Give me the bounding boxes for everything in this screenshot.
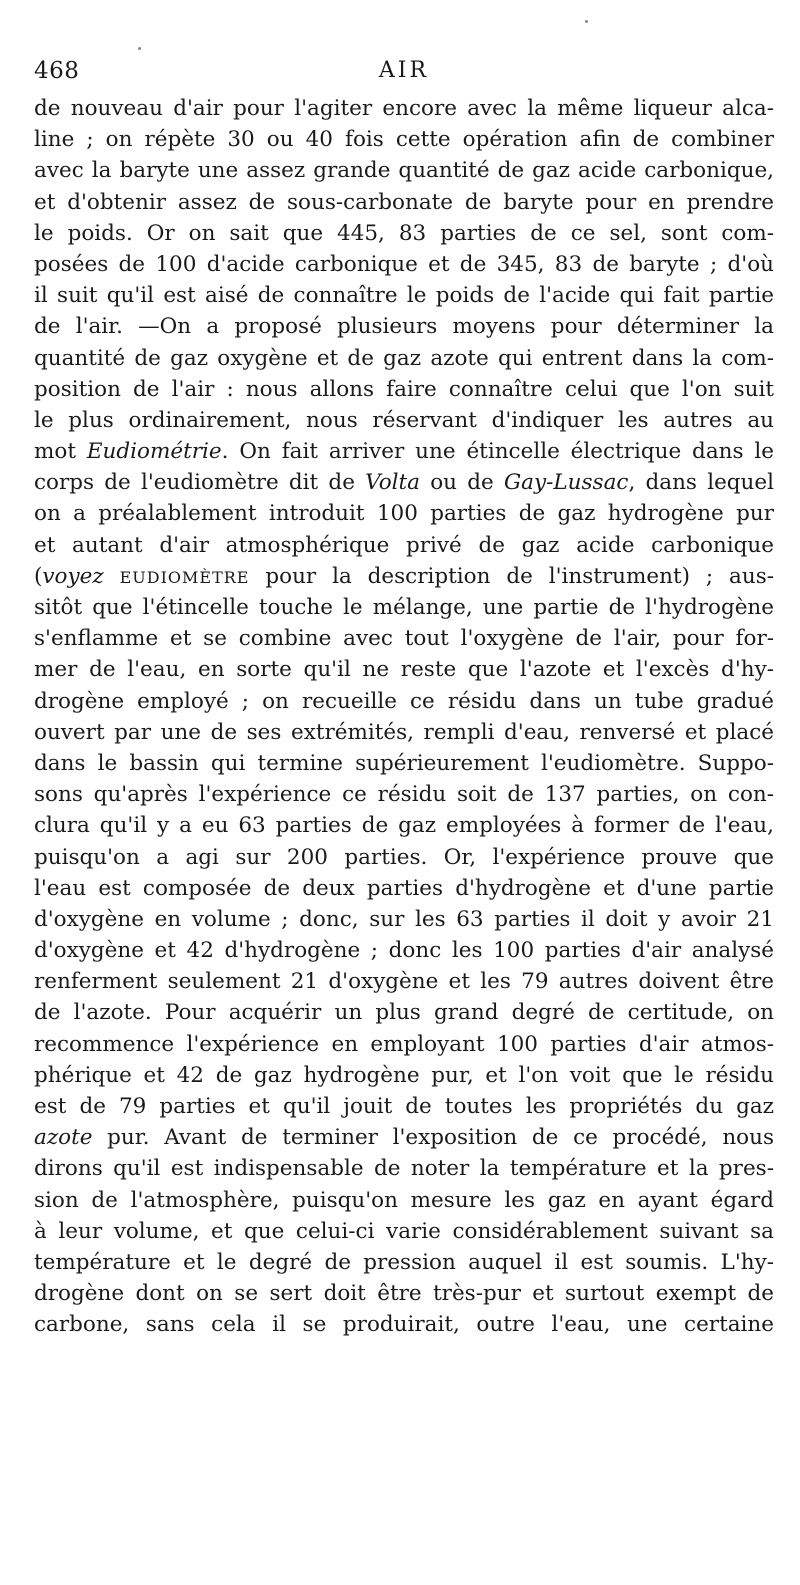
text-line: avec la baryte une assez grande quantité de gaz acide carbonique,: [34, 158, 774, 184]
text-line: et autant d'air atmosphérique privé de gaz acide carbonique: [34, 532, 774, 558]
text-line: posées de 100 d'acide carbonique et de 345, 83 de baryte ; d'où: [34, 251, 774, 277]
text-line: dirons qu'il est indispensable de noter la température et la pres-: [34, 1156, 774, 1182]
text-line: sitôt que l'étincelle touche le mélange, une partie de l'hydrogène: [34, 595, 774, 620]
text-line: il suit qu'il est aisé de connaître le poids de l'acide qui fait partie: [34, 283, 774, 309]
text-line: ouvert par une de ses extrémités, rempli d'eau, renversé et placé: [34, 719, 774, 745]
text-line: sons qu'après l'expérience ce résidu soit de 137 parties, on con-: [34, 782, 774, 808]
running-title: AIR: [378, 58, 430, 83]
text-line: puisqu'on a agi sur 200 parties. Or, l'expérience prouve que: [34, 844, 774, 870]
text-line: clura qu'il y a eu 63 parties de gaz employées à former de l'eau,: [34, 813, 774, 839]
text-line: mer de l'eau, en sorte qu'il ne reste que l'azote et l'excès d'hy-: [34, 657, 774, 683]
text-line: renferment seulement 21 d'oxygène et les 79 autres doivent être: [34, 969, 774, 995]
text-line: à leur volume, et que celui-ci varie considérablement suivant sa: [34, 1218, 774, 1244]
body-text: [34, 93, 774, 1341]
text-line: le plus ordinairement, nous réservant d'indiquer les autres au: [34, 407, 774, 433]
text-line: l'eau est composée de deux parties d'hydrogène et d'une partie: [34, 875, 774, 901]
page-number: 468: [34, 58, 80, 84]
text-line: d'oxygène en volume ; donc, sur les 63 parties il doit y avoir 21: [34, 906, 774, 932]
text-line: dans le bassin qui termine supérieurement l'eudiomètre. Suppo-: [34, 750, 774, 776]
text-line: mot Eudiométrie. On fait arriver une étincelle électrique dans le: [34, 439, 774, 465]
text-line: et d'obtenir assez de sous-carbonate de baryte pour en prendre: [34, 189, 774, 215]
text-line: quantité de gaz oxygène et de gaz azote qui entrent dans la com-: [34, 345, 774, 371]
text-line: drogène employé ; on recueille ce résidu dans un tube gradué: [34, 688, 774, 714]
text-line: (voyez EUDIOMÈTRE pour la description de l'instrument) ; aus-: [34, 563, 774, 589]
text-line: sion de l'atmosphère, puisqu'on mesure les gaz en ayant égard: [34, 1187, 774, 1213]
page-header: [34, 58, 774, 92]
text-line: line ; on répète 30 ou 40 fois cette opération afin de combiner: [34, 127, 774, 153]
text-line: d'oxygène et 42 d'hydrogène ; donc les 100 parties d'air analysé: [34, 938, 774, 964]
text-line: carbone, sans cela il se produirait, outre l'eau, une certaine: [34, 1312, 774, 1338]
text-line: position de l'air : nous allons faire connaître celui que l'on suit: [34, 376, 774, 402]
text-line: phérique et 42 de gaz hydrogène pur, et l'on voit que le résidu: [34, 1062, 774, 1088]
text-line: de l'air. —On a proposé plusieurs moyens pour déterminer la: [34, 314, 774, 340]
text-line: de l'azote. Pour acquérir un plus grand degré de certitude, on: [34, 1000, 774, 1026]
paper-speck: [138, 47, 141, 50]
text-line: azote pur. Avant de terminer l'exposition de ce procédé, nous: [34, 1125, 774, 1151]
paper-speck: [585, 20, 588, 23]
text-line: le poids. Or on sait que 445, 83 parties de ce sel, sont com-: [34, 220, 774, 246]
text-line: de nouveau d'air pour l'agiter encore avec la même liqueur alca-: [34, 96, 774, 121]
text-line: corps de l'eudiomètre dit de Volta ou de Gay-Lussac, dans lequel: [34, 470, 774, 496]
text-line: température et le degré de pression auquel il est soumis. L'hy-: [34, 1249, 774, 1275]
text-line: est de 79 parties et qu'il jouit de toutes les propriétés du gaz: [34, 1094, 774, 1119]
text-line: recommence l'expérience en employant 100 parties d'air atmos-: [34, 1031, 774, 1057]
text-line: s'enflamme et se combine avec tout l'oxygène de l'air, pour for-: [34, 626, 774, 652]
text-line: on a préalablement introduit 100 parties de gaz hydrogène pur: [34, 501, 774, 527]
text-line: drogène dont on se sert doit être très-pur et surtout exempt de: [34, 1281, 774, 1307]
